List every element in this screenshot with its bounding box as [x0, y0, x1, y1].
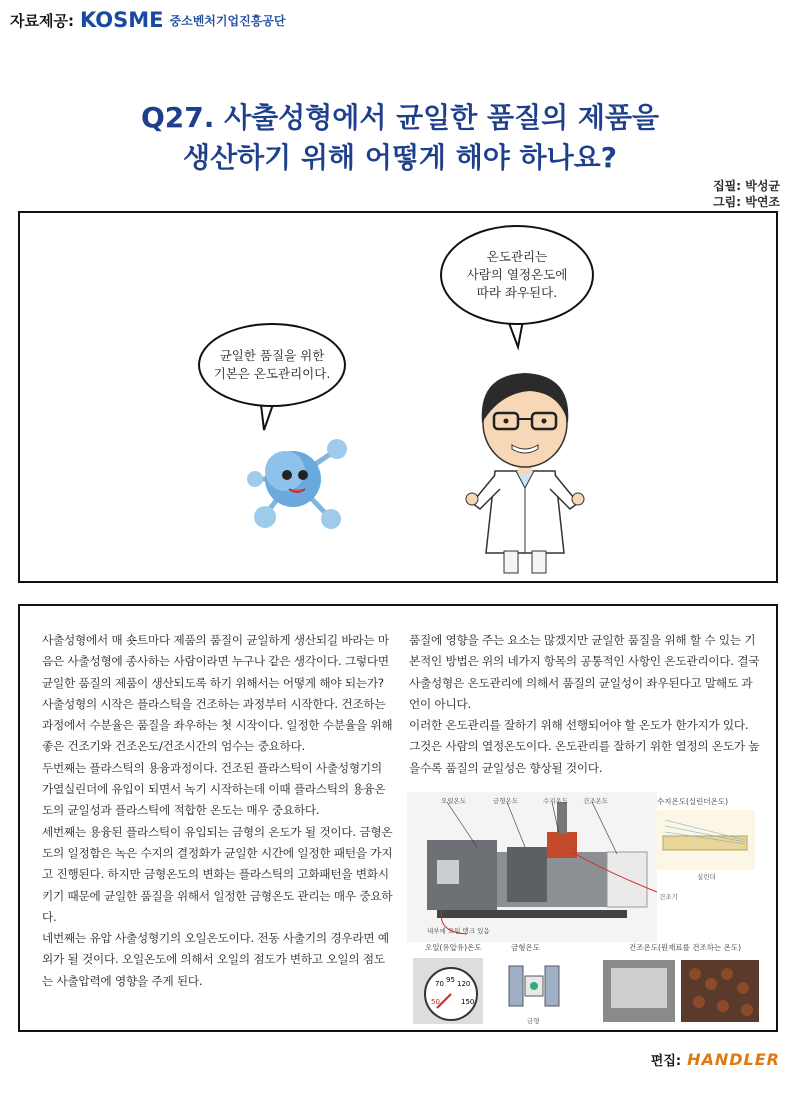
title-line-2: 생산하기 위해 어떻게 해야 하나요? [183, 141, 617, 174]
paragraph: 사출성형에서 매 숏트마다 제품의 품질이 균일하게 생산되길 바라는 마음은 사출성형에 종사하는 사람이라면 누구나 같은 생각이다. 그렇다면 균일한 품질의 제품이 생산되도록 하기 위해서는 어떻게 해야 되는가? [42, 633, 389, 690]
credits [713, 178, 780, 210]
page-title [0, 98, 800, 178]
editor-label: 편집: [650, 1054, 682, 1069]
cylinder-label: 실린더 [697, 873, 716, 881]
gauge-number: 70 [435, 980, 444, 988]
gauge-number: 50 [431, 998, 440, 1006]
title-line-1: Q27. 사출성형에서 균일한 품질의 제품을 [140, 101, 660, 134]
injection-molding-diagram [407, 792, 759, 1026]
article-column-right [409, 630, 761, 779]
drying-photos [603, 960, 759, 1022]
mold-temp-title: 금형온도 [511, 943, 540, 952]
injection-machine-illustration [407, 792, 657, 942]
speech-bubble-right [440, 225, 594, 325]
org-name: 중소벤처기업진흥공단 [169, 13, 286, 28]
tank-label: 내부에 오일 탱크 있음 [427, 927, 490, 935]
mold-label: 금형 [527, 1017, 540, 1025]
paragraph: 네번째는 유압 사출성형기의 오일온도이다. 전동 사출기의 경우라면 예외가 될 것이다. 오일온도에 의해서 오일의 점도가 변하고 오일의 점도는 사출압력에 영향을 주게 된다. [42, 931, 389, 988]
engineer-character [460, 353, 590, 578]
machine-label: 금형온도 [493, 797, 519, 805]
source-credit [10, 8, 285, 32]
paragraph: 품질에 영향을 주는 요소는 많겠지만 균일한 품질을 위해 할 수 있는 기본적인 방법은 위의 네가지 항목의 공통적인 사항인 온도관리이다. 결국 사출성형은 온도관리에 의해서 품질의 균일성이 좌우된다고 말해도 과언이 아니다. [409, 633, 760, 711]
machine-label: 오일온도 [441, 797, 467, 805]
illustrator-credit: 그림: 박연조 [713, 195, 780, 209]
bubble-right-line-2: 사람의 열정온도에 [466, 267, 568, 282]
source-label: 자료제공: [10, 11, 74, 30]
paragraph: 세번째는 용융된 플라스틱이 유입되는 금형의 온도가 될 것이다. 금형온도의 일정함은 녹은 수지의 결정화가 균일한 시간에 일정한 패턴을 가지고 진행된다. 하지만 금형온도의 변화는 플라스틱의 고화패턴을 변화시키기 때문에 균일한 품질을 위해서 일정한 금형온도 관리는 매우 중요하다. [42, 824, 393, 924]
resin-temp-title: 수지온도(실린더온도) [657, 797, 729, 806]
dry-temp-title: 건조온도(원재료를 건조하는 온도) [629, 943, 742, 952]
kosme-logo: KOSME [79, 8, 164, 32]
paragraph: 사출성형의 시작은 플라스틱을 건조하는 과정부터 시작한다. 건조하는 과정에서 수분율은 품질을 좌우하는 첫 시작이다. 일정한 수분율을 위해 좋은 건조기와 건조온도/건조시간의 엄수는 중요하다. [42, 696, 393, 754]
gauge-number: 120 [457, 980, 471, 988]
bubble-right-line-3: 따라 좌우된다. [476, 285, 558, 300]
comic-panel [18, 211, 778, 583]
bubble-right-line-1: 온도관리는 [486, 249, 548, 264]
bubble-left-line-2: 기본은 온도관리이다. [213, 366, 331, 381]
speech-bubble-left [198, 323, 346, 407]
paragraph: 이러한 온도관리를 잘하기 위해 선행되어야 할 온도가 한가지가 있다. 그것은 사람의 열정온도이다. 온도관리를 잘하기 위한 열정의 온도가 높을수록 품질의 균일성은 향상될 것이다. [409, 718, 760, 775]
paragraph: 두번째는 플라스틱의 용융과정이다. 건조된 플라스틱이 사출성형기의 가열실린더에 유입이 되면서 녹기 시작하는데 이때 플라스틱의 용융온도의 균일성과 플라스틱에 적합한 온도는 매우 중요하다. [42, 760, 386, 818]
gauge-number: 150 [461, 998, 475, 1006]
dryer-label: 건조기 [659, 893, 678, 901]
molecule-mascot [245, 431, 350, 531]
article-column-left [42, 630, 394, 992]
writer-credit: 집필: 박성균 [713, 179, 780, 193]
editor-credit [651, 1050, 780, 1069]
mold-illustration [505, 962, 565, 1012]
oil-gauge-illustration [413, 958, 483, 1024]
machine-label: 수지온도 [543, 797, 569, 805]
machine-label: 건조온도 [583, 797, 609, 805]
gauge-number: 95 [446, 976, 455, 984]
bubble-left-line-1: 균일한 품질을 위한 [219, 348, 325, 363]
oil-temp-title: 오일(유압유)온도 [425, 943, 482, 952]
handler-logo: HANDLER [687, 1050, 780, 1069]
cylinder-illustration [655, 810, 755, 870]
